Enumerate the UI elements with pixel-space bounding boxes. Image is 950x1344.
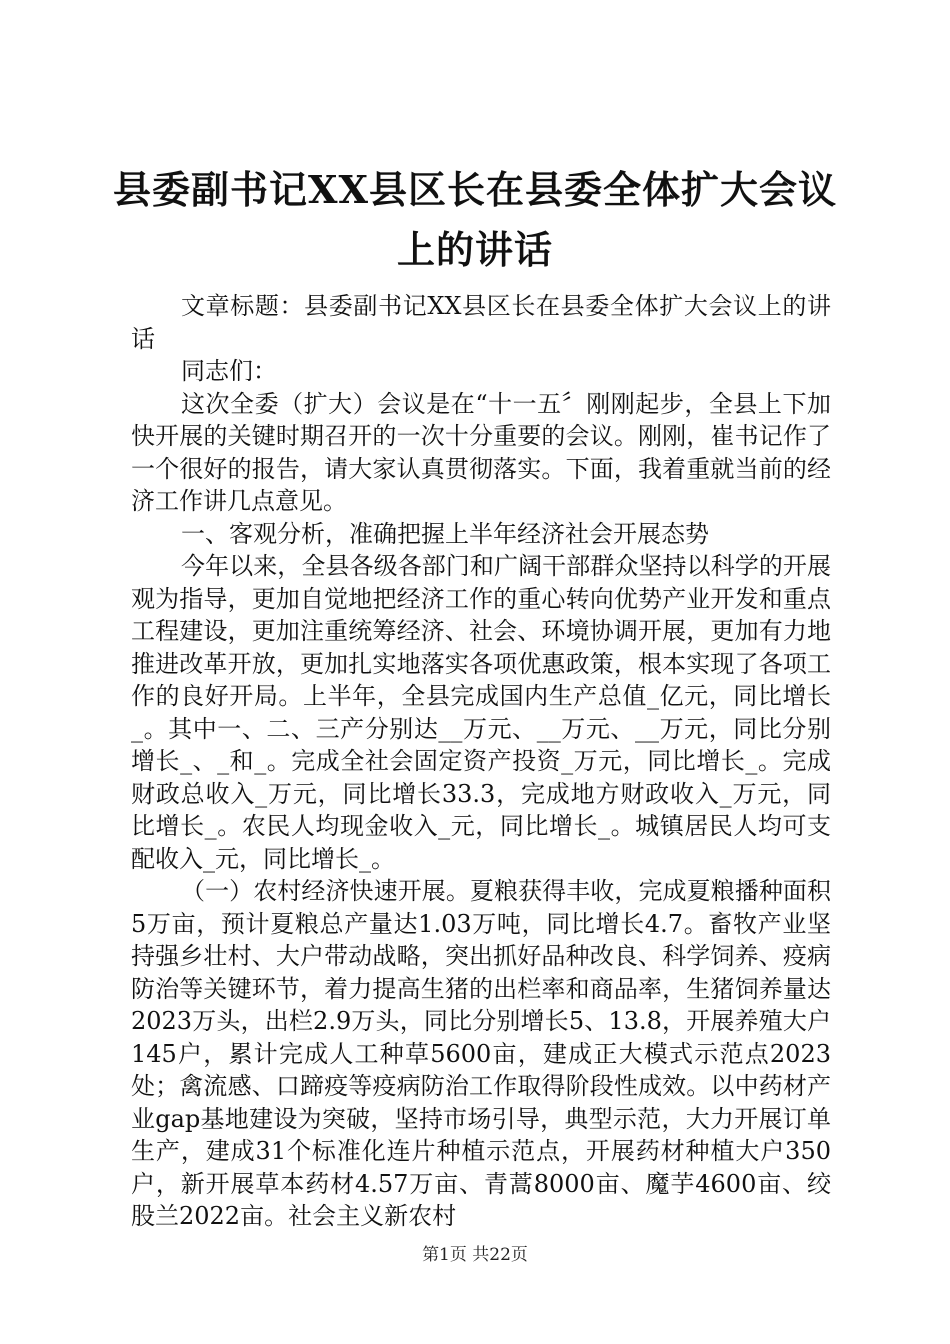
page-footer: 第1页 共22页 [422,1245,528,1265]
paragraph-intro: 这次全委（扩大）会议是在“十一五〞刚刚起步，全县上下加快开展的关键时期召开的一次十分重要的会议。刚刚，崔书记作了一个很好的报告，请大家认真贯彻落实。下面，我着重就当前的经济工作讲几点意见。 [131,389,831,515]
article-title-line: 文章标题：县委副书记XX县区长在县委全体扩大会议上的讲话 [131,292,831,353]
section-heading-1: 一、客观分析，准确把握上半年经济社会开展态势 [181,519,709,548]
paragraph-overview: 今年以来，全县各级各部门和广阔干部群众坚持以科学的开展观为指导，更加自觉地把经济工作的重心转向优势产业开发和重点工程建设，更加注重统筹经济、社会、环境协调开展，更加有力地推进改革开放，更加扎实地落实各项优惠政策，根本实现了各项工作的良好开局。上半年，全县完成国内生产总值_亿元，同比增长_。其中一、二、三产分别达__万元、__万元、__万元，同比分别增长_、_和_。完成全社会固定资产投资_万元，同比增长_。完成财政总收入_万元，同比增长33.3，完成地方财政收入_万元，同比增长_。农民人均现金收入_元，同比增长_。城镇居民人均可支配收入_元，同比增长_。 [131,552,831,873]
paragraph-rural-economy: （一）农村经济快速开展。夏粮获得丰收，完成夏粮播种面积5万亩，预计夏粮总产量达1.03万吨，同比增长4.7。畜牧产业坚持强乡壮村、大户带动战略，突出抓好品种改良、科学饲养、疫病防治等关键环节，着力提高生猪的出栏率和商品率，生猪饲养量达2023万头，出栏2.9万头，同比分别增长5、13.8，开展养殖大户145户，累计完成人工种草5600亩，建成正大模式示范点2023处；禽流感、口蹄疫等疫病防治工作取得阶段性成效。以中药材产业gap基地建设为突破，坚持市场引导，典型示范，大力开展订单生产，建成31个标准化连片种植示范点，开展药材种植大户350户，新开展草本药材4.57万亩、青蒿8000亩、魔芋4600亩、绞股兰2022亩。社会主义新农村 [131,877,831,1230]
document-title: 县委副书记XX县区长在县委全体扩大会议上的讲话 [113,167,837,272]
document-body [131,290,831,1233]
salutation: 同志们： [181,357,277,385]
